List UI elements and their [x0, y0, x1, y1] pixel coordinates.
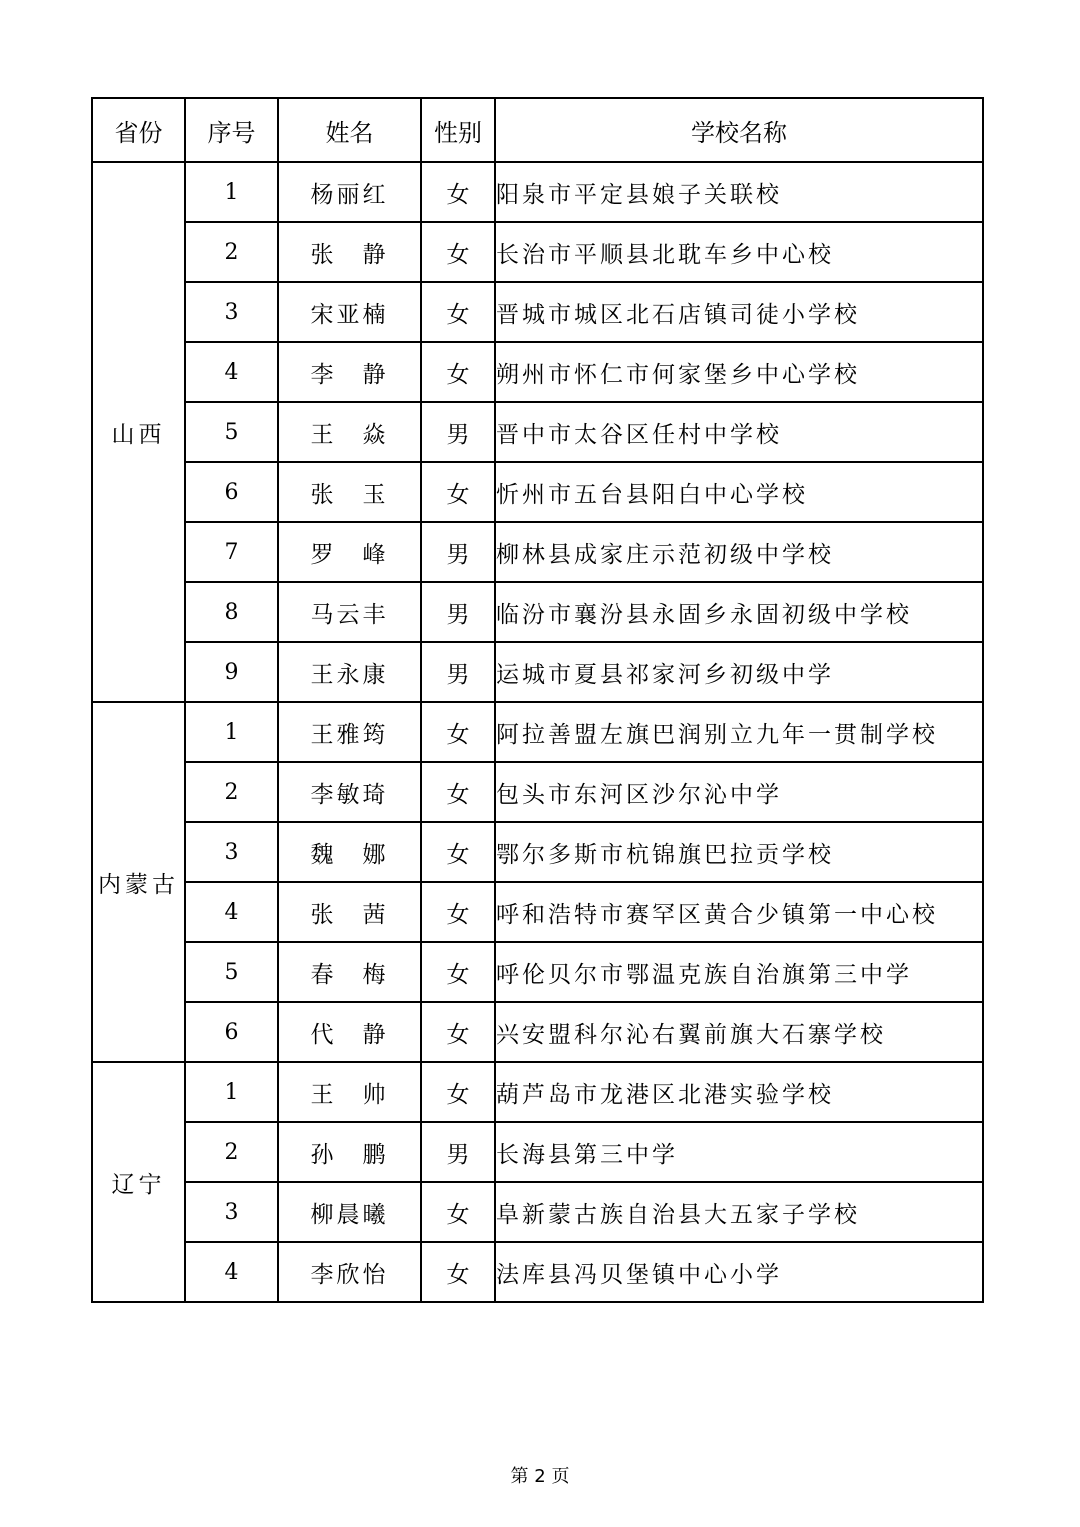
table-row: [92, 1062, 983, 1122]
gender-cell: 女: [421, 162, 495, 222]
number-cell: 1: [185, 702, 278, 762]
header-name: 姓名: [278, 98, 421, 162]
gender-cell: 女: [421, 942, 495, 1002]
province-cell: 辽宁: [92, 1062, 185, 1302]
table-row: [92, 702, 983, 762]
name-cell: 马云丰: [278, 582, 421, 642]
roster-table: [91, 97, 984, 1303]
roster-body: [92, 162, 983, 1302]
gender-cell: 女: [421, 222, 495, 282]
school-cell: 葫芦岛市龙港区北港实验学校: [495, 1062, 983, 1122]
gender-cell: 男: [421, 402, 495, 462]
name-cell: 王 帅: [278, 1062, 421, 1122]
school-cell: 柳林县成家庄示范初级中学校: [495, 522, 983, 582]
gender-cell: 女: [421, 1242, 495, 1302]
number-cell: 6: [185, 462, 278, 522]
number-cell: 2: [185, 1122, 278, 1182]
name-cell: 春 梅: [278, 942, 421, 1002]
name-cell: 王 焱: [278, 402, 421, 462]
number-cell: 9: [185, 642, 278, 702]
header-gender: 性别: [421, 98, 495, 162]
table-row: [92, 762, 983, 822]
province-cell: 内蒙古: [92, 702, 185, 1062]
table-row: [92, 1122, 983, 1182]
number-cell: 6: [185, 1002, 278, 1062]
gender-cell: 女: [421, 822, 495, 882]
school-cell: 鄂尔多斯市杭锦旗巴拉贡学校: [495, 822, 983, 882]
school-cell: 晋城市城区北石店镇司徒小学校: [495, 282, 983, 342]
table-row: [92, 462, 983, 522]
table-row: [92, 522, 983, 582]
gender-cell: 女: [421, 282, 495, 342]
table-row: [92, 822, 983, 882]
number-cell: 3: [185, 282, 278, 342]
name-cell: 张 静: [278, 222, 421, 282]
school-cell: 朔州市怀仁市何家堡乡中心学校: [495, 342, 983, 402]
school-cell: 长治市平顺县北耽车乡中心校: [495, 222, 983, 282]
school-cell: 法库县冯贝堡镇中心小学: [495, 1242, 983, 1302]
name-cell: 李 静: [278, 342, 421, 402]
name-cell: 代 静: [278, 1002, 421, 1062]
school-cell: 忻州市五台县阳白中心学校: [495, 462, 983, 522]
school-cell: 包头市东河区沙尔沁中学: [495, 762, 983, 822]
gender-cell: 女: [421, 1002, 495, 1062]
table-row: [92, 1242, 983, 1302]
school-cell: 呼伦贝尔市鄂温克族自治旗第三中学: [495, 942, 983, 1002]
number-cell: 2: [185, 222, 278, 282]
number-cell: 3: [185, 1182, 278, 1242]
name-cell: 王永康: [278, 642, 421, 702]
table-row: [92, 342, 983, 402]
gender-cell: 男: [421, 642, 495, 702]
table-row: [92, 402, 983, 462]
gender-cell: 男: [421, 522, 495, 582]
school-cell: 阜新蒙古族自治县大五家子学校: [495, 1182, 983, 1242]
school-cell: 阳泉市平定县娘子关联校: [495, 162, 983, 222]
table-row: [92, 582, 983, 642]
number-cell: 4: [185, 1242, 278, 1302]
table-row: [92, 162, 983, 222]
number-cell: 7: [185, 522, 278, 582]
gender-cell: 女: [421, 342, 495, 402]
name-cell: 张 玉: [278, 462, 421, 522]
number-cell: 4: [185, 342, 278, 402]
school-cell: 晋中市太谷区任村中学校: [495, 402, 983, 462]
name-cell: 罗 峰: [278, 522, 421, 582]
number-cell: 5: [185, 942, 278, 1002]
name-cell: 王雅筠: [278, 702, 421, 762]
name-cell: 杨丽红: [278, 162, 421, 222]
number-cell: 5: [185, 402, 278, 462]
table-row: [92, 642, 983, 702]
number-cell: 3: [185, 822, 278, 882]
table-row: [92, 882, 983, 942]
school-cell: 运城市夏县祁家河乡初级中学: [495, 642, 983, 702]
gender-cell: 女: [421, 762, 495, 822]
school-cell: 兴安盟科尔沁右翼前旗大石寨学校: [495, 1002, 983, 1062]
header-province: 省份: [92, 98, 185, 162]
table-row: [92, 942, 983, 1002]
table-row: [92, 222, 983, 282]
name-cell: 柳晨曦: [278, 1182, 421, 1242]
number-cell: 2: [185, 762, 278, 822]
school-cell: 阿拉善盟左旗巴润别立九年一贯制学校: [495, 702, 983, 762]
header-row: [92, 98, 983, 162]
name-cell: 魏 娜: [278, 822, 421, 882]
name-cell: 李敏琦: [278, 762, 421, 822]
gender-cell: 男: [421, 582, 495, 642]
gender-cell: 女: [421, 702, 495, 762]
province-cell: 山西: [92, 162, 185, 702]
page-number: 第 2 页: [510, 1466, 570, 1487]
table-row: [92, 1182, 983, 1242]
number-cell: 1: [185, 1062, 278, 1122]
number-cell: 4: [185, 882, 278, 942]
header-school: 学校名称: [495, 98, 983, 162]
gender-cell: 女: [421, 462, 495, 522]
name-cell: 李欣怡: [278, 1242, 421, 1302]
gender-cell: 女: [421, 882, 495, 942]
school-cell: 临汾市襄汾县永固乡永固初级中学校: [495, 582, 983, 642]
name-cell: 孙 鹏: [278, 1122, 421, 1182]
school-cell: 呼和浩特市赛罕区黄合少镇第一中心校: [495, 882, 983, 942]
gender-cell: 男: [421, 1122, 495, 1182]
table-row: [92, 1002, 983, 1062]
number-cell: 1: [185, 162, 278, 222]
number-cell: 8: [185, 582, 278, 642]
name-cell: 宋亚楠: [278, 282, 421, 342]
name-cell: 张 茜: [278, 882, 421, 942]
table-row: [92, 282, 983, 342]
header-number: 序号: [185, 98, 278, 162]
gender-cell: 女: [421, 1182, 495, 1242]
gender-cell: 女: [421, 1062, 495, 1122]
school-cell: 长海县第三中学: [495, 1122, 983, 1182]
